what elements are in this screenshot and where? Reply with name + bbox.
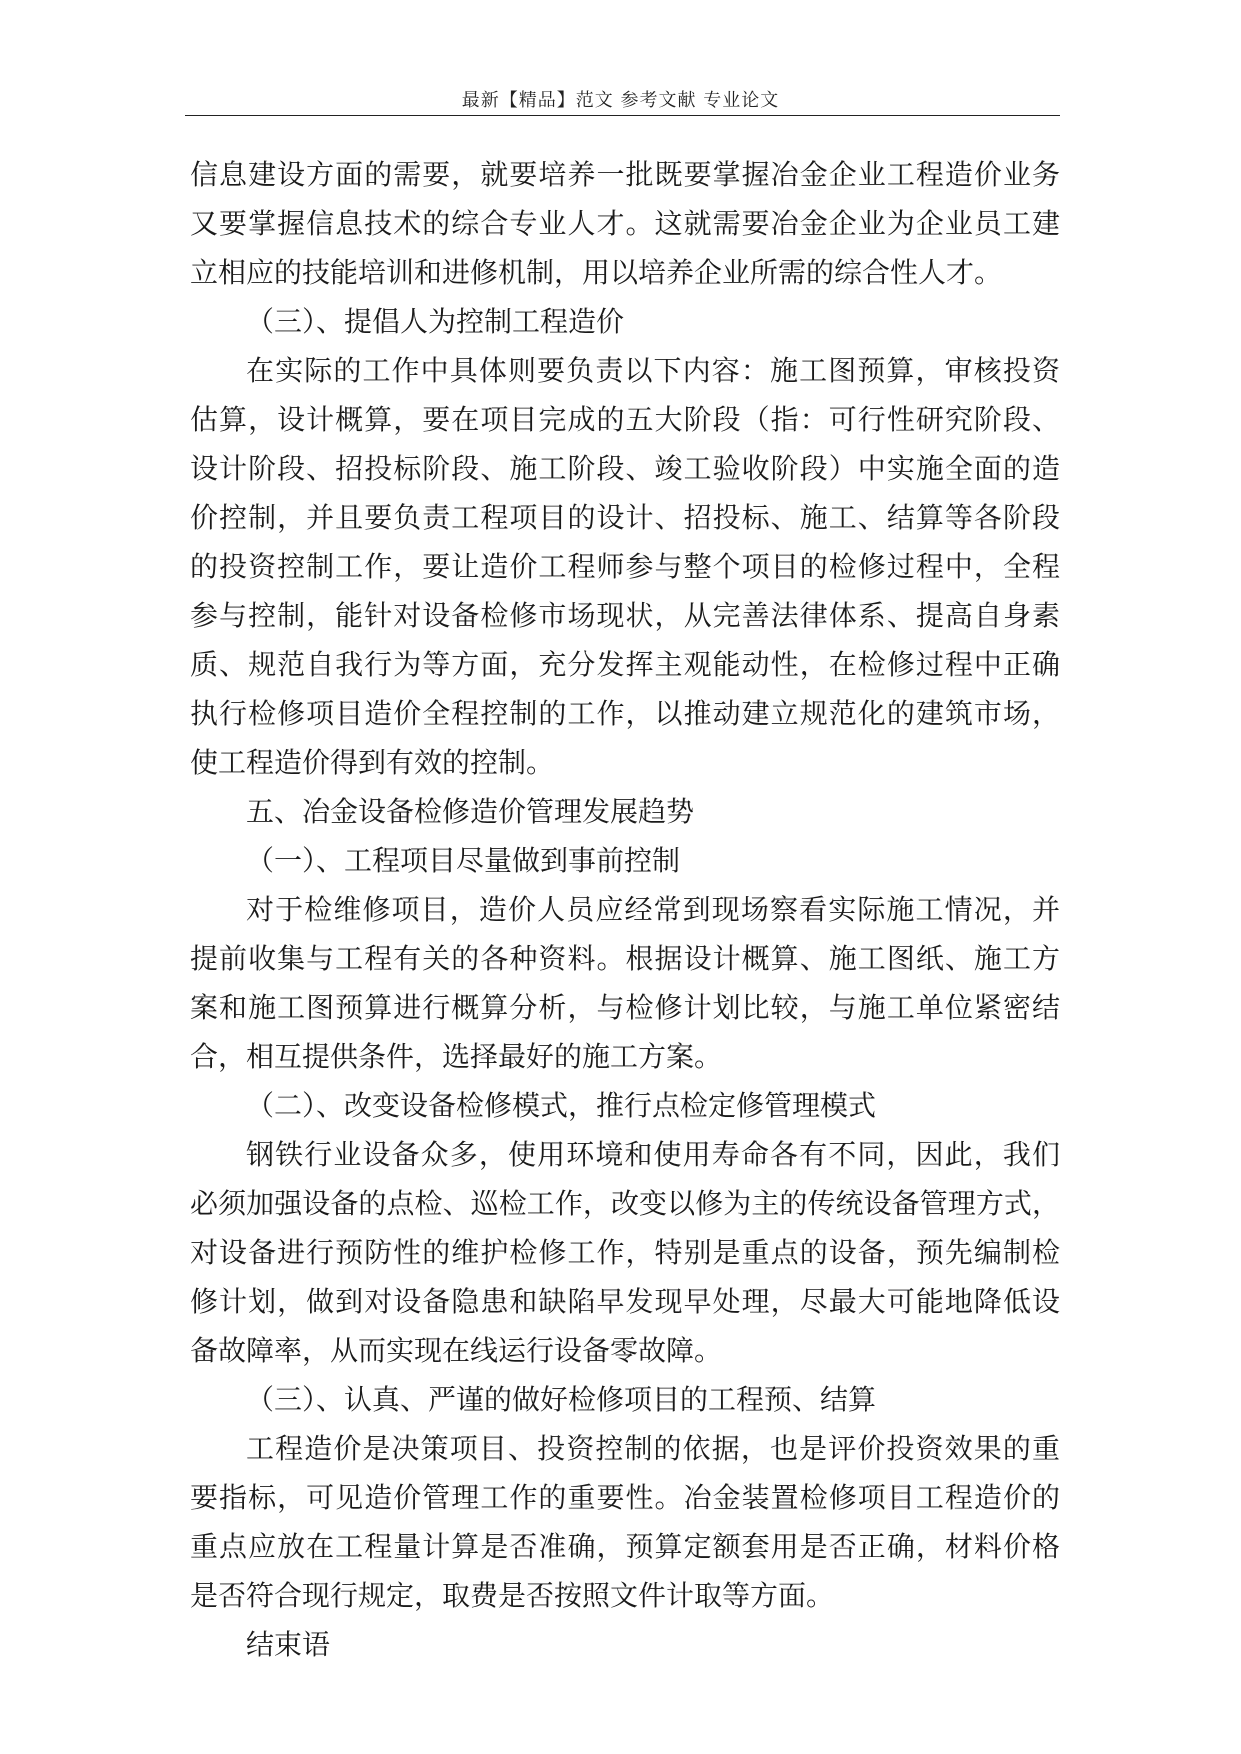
text-line: 重点应放在工程量计算是否准确，预算定额套用是否正确，材料价格 bbox=[190, 1530, 1060, 1563]
text-line: 案和施工图预算进行概算分析，与检修计划比较，与施工单位紧密结 bbox=[190, 991, 1060, 1024]
text-line: （三）、提倡人为控制工程造价 bbox=[246, 305, 625, 338]
text-line: 立相应的技能培训和进修机制，用以培养企业所需的综合性人才。 bbox=[190, 256, 1003, 289]
text-line: 估算，设计概算，要在项目完成的五大阶段（指：可行性研究阶段、 bbox=[190, 403, 1060, 436]
text-line: 要指标，可见造价管理工作的重要性。冶金装置检修项目工程造价的 bbox=[190, 1481, 1060, 1514]
page-header bbox=[0, 0, 1241, 116]
text-line: 价控制，并且要负责工程项目的设计、招投标、施工、结算等各阶段 bbox=[190, 501, 1060, 534]
text-line: （一）、工程项目尽量做到事前控制 bbox=[246, 844, 681, 877]
text-line: 的投资控制工作，要让造价工程师参与整个项目的检修过程中，全程 bbox=[190, 550, 1060, 583]
text-line: 对设备进行预防性的维护检修工作，特别是重点的设备，预先编制检 bbox=[190, 1236, 1060, 1269]
text-line: 提前收集与工程有关的各种资料。根据设计概算、施工图纸、施工方 bbox=[190, 942, 1060, 975]
text-line: 钢铁行业设备众多，使用环境和使用寿命各有不同，因此，我们 bbox=[246, 1138, 1060, 1171]
text-line: 使工程造价得到有效的控制。 bbox=[190, 746, 555, 779]
text-line: 对于检维修项目，造价人员应经常到现场察看实际施工情况，并 bbox=[246, 893, 1060, 926]
text-line: 是否符合现行规定，取费是否按照文件计取等方面。 bbox=[190, 1579, 835, 1612]
text-line: 工程造价是决策项目、投资控制的依据，也是评价投资效果的重 bbox=[246, 1432, 1060, 1465]
header-text: 最新【精品】范文 参考文献 专业论文 bbox=[461, 90, 780, 111]
text-line: 执行检修项目造价全程控制的工作，以推动建立规范化的建筑市场， bbox=[190, 697, 1060, 730]
text-line: 参与控制，能针对设备检修市场现状，从完善法律体系、提高自身素 bbox=[190, 599, 1060, 632]
text-line: 质、规范自我行为等方面，充分发挥主观能动性，在检修过程中正确 bbox=[190, 648, 1060, 681]
header-rule bbox=[185, 115, 1060, 116]
text-line: 在实际的工作中具体则要负责以下内容：施工图预算，审核投资 bbox=[246, 354, 1060, 387]
text-line: 又要掌握信息技术的综合专业人才。这就需要冶金企业为企业员工建 bbox=[190, 207, 1060, 240]
document-body bbox=[190, 150, 1060, 1669]
text-line: 备故障率，从而实现在线运行设备零故障。 bbox=[190, 1334, 723, 1367]
text-line: 修计划，做到对设备隐患和缺陷早发现早处理，尽最大可能地降低设 bbox=[190, 1285, 1060, 1318]
text-line: 结束语 bbox=[246, 1628, 331, 1661]
text-line: 信息建设方面的需要，就要培养一批既要掌握冶金企业工程造价业务 bbox=[190, 158, 1060, 191]
text-line: 五、冶金设备检修造价管理发展趋势 bbox=[246, 795, 695, 828]
text-line: 合，相互提供条件，选择最好的施工方案。 bbox=[190, 1040, 723, 1073]
text-line: （三）、认真、严谨的做好检修项目的工程预、结算 bbox=[246, 1383, 877, 1416]
text-line: 必须加强设备的点检、巡检工作，改变以修为主的传统设备管理方式， bbox=[190, 1187, 1060, 1220]
text-line: 设计阶段、招投标阶段、施工阶段、竣工验收阶段）中实施全面的造 bbox=[190, 452, 1060, 485]
text-line: （二）、改变设备检修模式，推行点检定修管理模式 bbox=[246, 1089, 877, 1122]
